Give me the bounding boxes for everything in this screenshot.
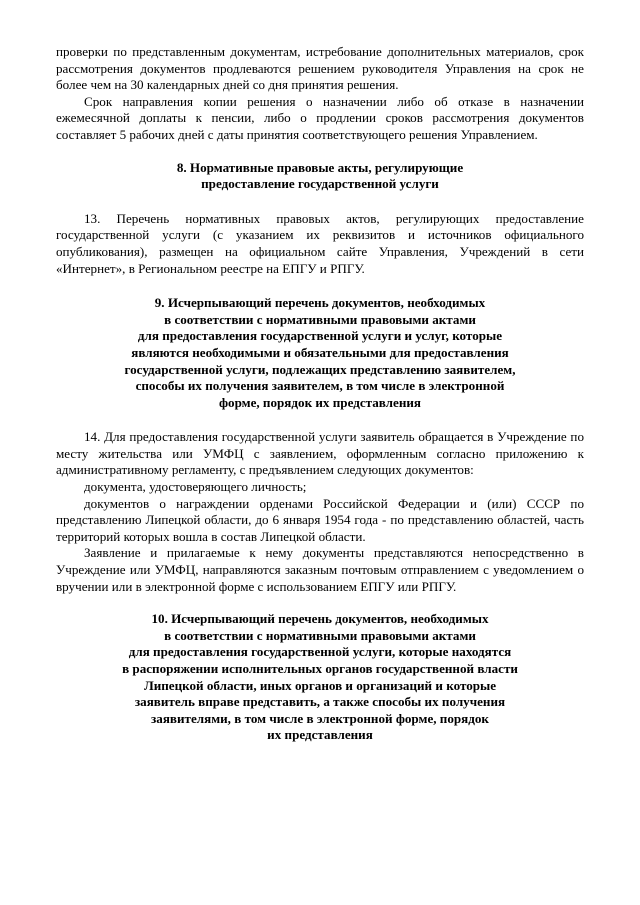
section-heading-9-line-5: государственной услуги, подлежащих представлению заявителем, bbox=[124, 361, 516, 377]
paragraph-decision-copy-term: Срок направления копии решения о назначении либо об отказе в назначении ежемесячной доплаты к пенсии, либо о продлении сроков рассмотрения документов составляет 5 рабочих дней с даты принятия соответствующего решения Управлением. bbox=[56, 93, 584, 142]
spacer bbox=[56, 595, 584, 611]
section-heading-9-line-3: для предоставления государственной услуги и услуг, которые bbox=[137, 328, 503, 344]
spacer bbox=[56, 411, 584, 429]
paragraph-document-identity: документа, удостоверяющего личность; bbox=[84, 479, 307, 495]
section-heading-9-line-1: 9. Исчерпывающий перечень документов, необходимых bbox=[154, 295, 486, 311]
section-heading-10-line-4: в распоряжении исполнительных органов государственной власти bbox=[122, 661, 518, 676]
section-heading-10-line-5: Липецкой области, иных органов и организаций и которые bbox=[143, 677, 497, 693]
paragraph-item-13: 13. Перечень нормативных правовых актов, регулирующих предоставление государственной услуги (с указанием их реквизитов и источников официального опубликования), размещен на официальном сайте Управления, Учреждений в сети «Интернет», в Региональном реестре на ЕПГУ и РПГУ. bbox=[56, 210, 584, 276]
paragraph-item-14: 14. Для предоставления государственной услуги заявитель обращается в Учреждение по месту жительства или УМФЦ с заявлением, оформленным согласно приложению к административному регламенту, с предъявлением следующих документов: bbox=[56, 429, 584, 478]
section-heading-10-line-8: их представления bbox=[267, 727, 373, 743]
section-heading-9-line-7: форме, порядок их представления bbox=[218, 394, 422, 410]
spacer bbox=[56, 144, 584, 160]
spacer bbox=[56, 277, 584, 295]
paragraph-continuation: проверки по представленным документам, истребование дополнительных материалов, срок рассмотрения документов продлеваются решением руководителя Управления на срок не более чем на 30 календарных дней со дня принятия решения. bbox=[56, 44, 584, 93]
section-heading-8-line-2: предоставление государственной услуги bbox=[201, 176, 439, 192]
paragraph-application-submission: Заявление и прилагаемые к нему документы представляются непосредственно в Учреждение или УМФЦ, направляются заказным почтовым отправлением с уведомлением о вручении или в электронной форме с использованием ЕПГУ или РПГУ. bbox=[56, 545, 584, 594]
section-heading-10-line-3: для предоставления государственной услуги, которые находятся bbox=[128, 644, 512, 660]
section-heading-9 bbox=[56, 295, 584, 411]
paragraph-document-awards: документов о награждении орденами Российской Федерации и (или) СССР по представлению Липецкой области, до 6 января 1954 года - по представлению областей, часть территорий которых вошла в состав Липецкой области. bbox=[56, 495, 584, 544]
section-heading-10-line-7: заявителями, в том числе в электронной форме, порядок bbox=[151, 710, 489, 726]
section-heading-9-line-2: в соответствии с нормативными правовыми актами bbox=[164, 311, 476, 327]
spacer bbox=[56, 193, 584, 211]
section-heading-10-line-6: заявитель вправе представить, а также способы их получения bbox=[134, 694, 506, 710]
section-heading-10 bbox=[56, 611, 584, 744]
section-heading-8 bbox=[56, 160, 584, 193]
section-heading-9-line-4: являются необходимыми и обязательными для предоставления bbox=[131, 344, 509, 360]
section-heading-10-line-1: 10. Исчерпывающий перечень документов, необходимых bbox=[151, 611, 489, 627]
section-heading-10-line-2: в соответствии с нормативными правовыми актами bbox=[164, 627, 476, 643]
section-heading-8-line-1: 8. Нормативные правовые акты, регулирующие bbox=[176, 159, 464, 175]
section-heading-9-line-6: способы их получения заявителем, в том числе в электронной bbox=[135, 378, 505, 394]
